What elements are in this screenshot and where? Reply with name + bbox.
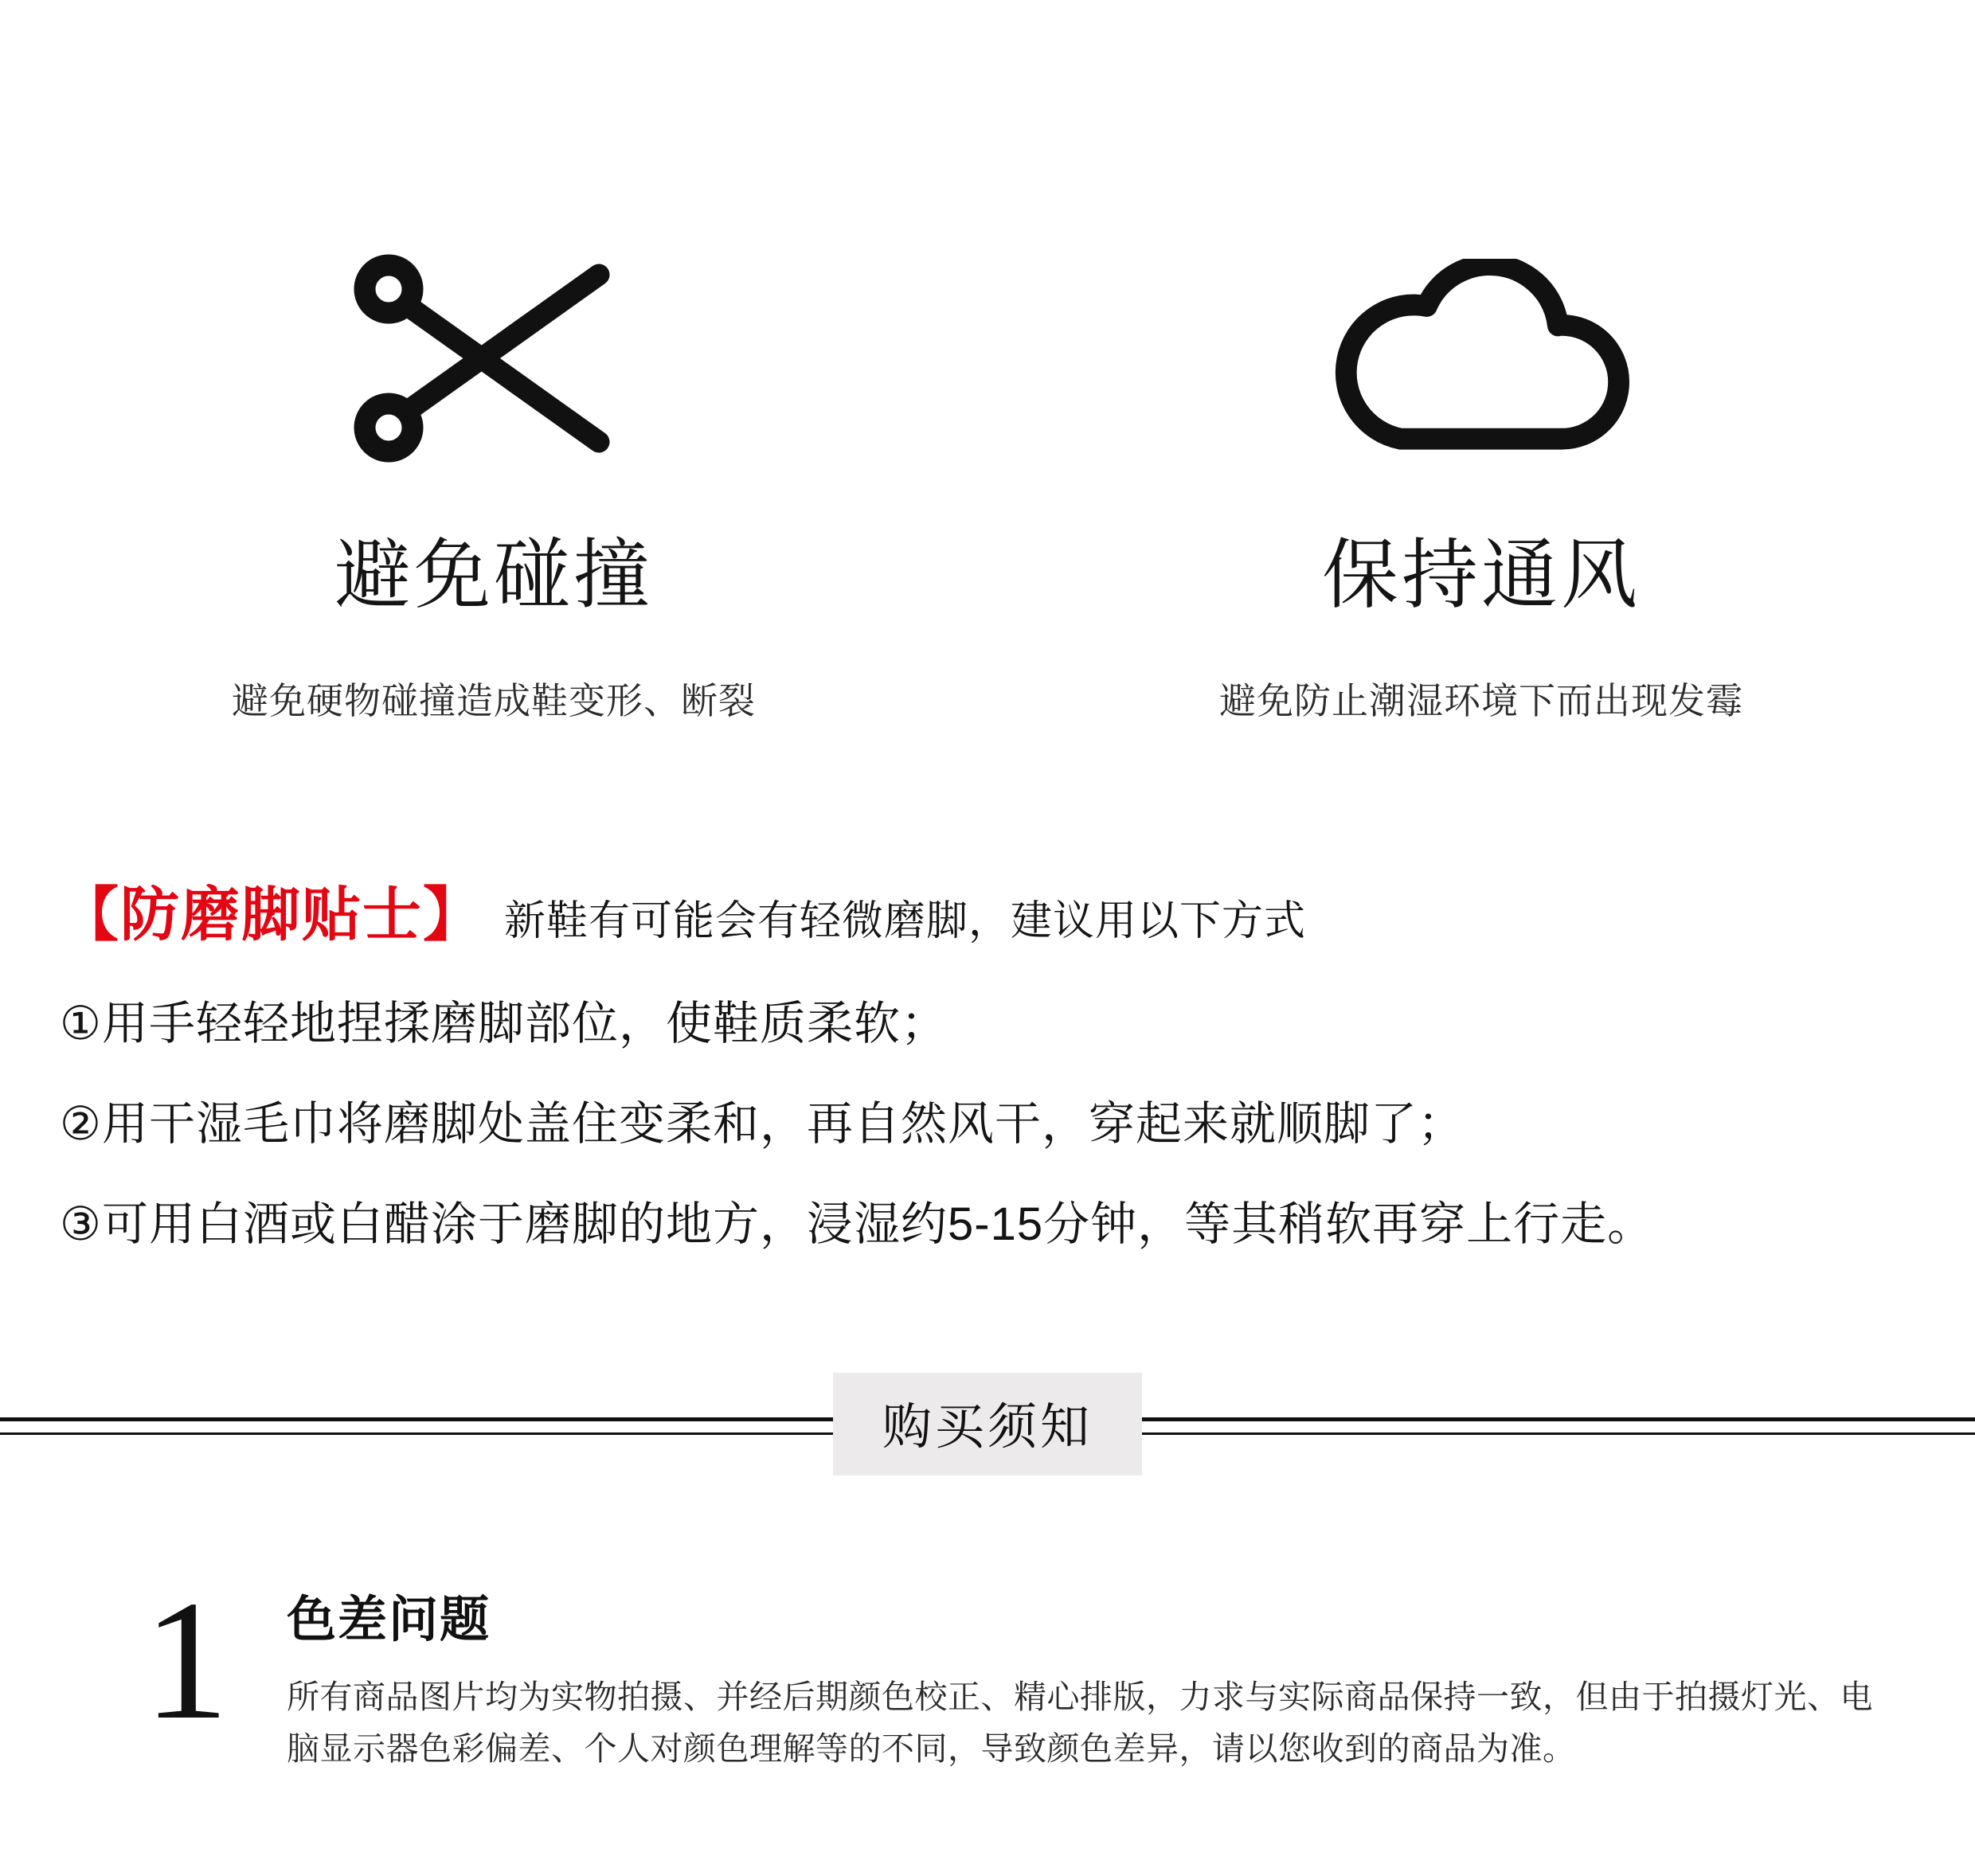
notice-number: 1 <box>143 1564 229 1755</box>
tips-line-2: ②用干湿毛巾将磨脚处盖住变柔和，再自然风干，穿起来就顺脚了； <box>60 1097 1465 1150</box>
anti-blister-tips <box>0 868 1975 1253</box>
care-item-keep-ventilated <box>988 239 1975 725</box>
care-item-avoid-impact <box>0 239 988 725</box>
care-item-title: 保持通风 <box>1322 533 1641 618</box>
tips-label: 【防磨脚贴士】 <box>60 881 483 948</box>
purchase-notice-divider <box>0 1373 1975 1492</box>
care-item-title: 避免碰撞 <box>334 533 653 618</box>
care-item-desc: 避免硬物碰撞造成鞋变形、断裂 <box>232 679 756 721</box>
notice-item-color-difference <box>0 1564 1975 1776</box>
tips-intro: 新鞋有可能会有轻微磨脚，建议用以下方式 <box>504 897 1307 944</box>
care-item-desc: 避免防止潮湿环境下而出现发霉 <box>1219 679 1743 721</box>
notice-text: 所有商品图片均为实物拍摄、并经后期颜色校正、精心排版，力求与实际商品保持一致，但由于拍摄灯光、电脑显示器色彩偏差、个人对颜色理解等的不同，导致颜色差异，请以您收到的商品为准。 <box>287 1678 1873 1768</box>
scissors-icon <box>350 239 637 478</box>
care-instructions-section <box>0 0 1975 725</box>
notice-body <box>271 1580 1903 1776</box>
divider-label: 购买须知 <box>833 1373 1142 1475</box>
tips-line-3: ③可用白酒或白醋涂于磨脚的地方，浸湿约5-15分钟，等其稍软再穿上行走。 <box>60 1198 1655 1250</box>
cloud-icon <box>1314 239 1648 478</box>
tips-header <box>60 868 1919 952</box>
notice-title: 色差问题 <box>287 1592 491 1647</box>
tips-line-1: ①用手轻轻地捏揉磨脚部位，使鞋质柔软； <box>60 997 948 1049</box>
